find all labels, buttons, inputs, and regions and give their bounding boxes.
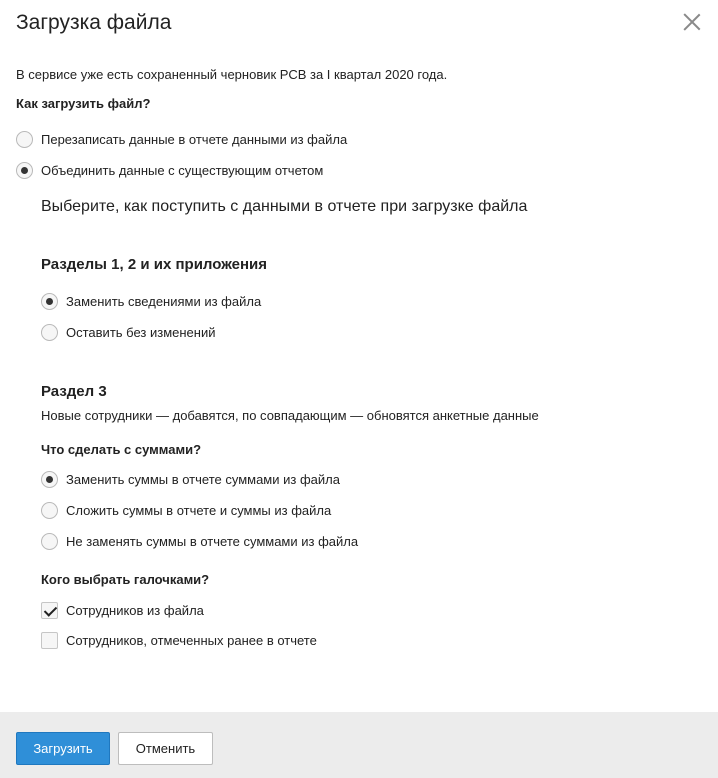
radio-label: Объединить данные с существующим отчетом	[41, 162, 324, 178]
radio-sums-keep[interactable]	[41, 531, 358, 551]
checkbox-employees-marked[interactable]	[41, 630, 317, 650]
radio-sums-replace[interactable]	[41, 469, 340, 489]
upload-button[interactable]: Загрузить	[16, 732, 110, 765]
radio-section12-replace[interactable]	[41, 291, 261, 311]
section12-title: Разделы 1, 2 и их приложения	[41, 256, 268, 273]
radio-label: Оставить без изменений	[66, 324, 216, 340]
checkbox-label: Сотрудников, отмеченных ранее в отчете	[66, 632, 317, 648]
radio-button[interactable]	[16, 131, 33, 148]
radio-button[interactable]	[41, 293, 58, 310]
radio-overwrite[interactable]	[16, 129, 347, 149]
close-icon[interactable]	[683, 13, 701, 31]
radio-merge[interactable]	[16, 160, 323, 180]
upload-question: Как загрузить файл?	[16, 96, 151, 111]
draft-info-text: В сервисе уже есть сохраненный черновик РСВ за I квартал 2020 года.	[16, 67, 448, 82]
checkbox-box[interactable]	[41, 632, 58, 649]
checkbox-employees-from-file[interactable]	[41, 600, 204, 620]
radio-label: Перезаписать данные в отчете данными из файла	[41, 131, 348, 147]
radio-button[interactable]	[41, 502, 58, 519]
merge-hint: Выберите, как поступить с данными в отчете при загрузке файла	[41, 198, 528, 215]
cancel-button[interactable]: Отменить	[118, 732, 213, 765]
section3-description: Новые сотрудники — добавятся, по совпадающим — обновятся анкетные данные	[41, 408, 539, 423]
radio-sums-add[interactable]	[41, 500, 331, 520]
dialog-footer	[0, 712, 718, 778]
dialog-title: Загрузка файла	[16, 11, 172, 34]
radio-button[interactable]	[41, 533, 58, 550]
sums-question: Что сделать с суммами?	[41, 442, 202, 457]
radio-section12-keep[interactable]	[41, 322, 215, 342]
radio-button[interactable]	[41, 324, 58, 341]
radio-button[interactable]	[41, 471, 58, 488]
radio-label: Не заменять суммы в отчете суммами из файла	[66, 533, 359, 549]
radio-label: Заменить суммы в отчете суммами из файла	[66, 471, 340, 487]
radio-label: Заменить сведениями из файла	[66, 293, 262, 309]
checkmark-icon[interactable]	[41, 602, 58, 619]
radio-label: Сложить суммы в отчете и суммы из файла	[66, 502, 332, 518]
radio-button[interactable]	[16, 162, 33, 179]
checkbox-label: Сотрудников из файла	[66, 602, 204, 618]
section3-title: Раздел 3	[41, 383, 107, 400]
check-question: Кого выбрать галочками?	[41, 572, 210, 587]
